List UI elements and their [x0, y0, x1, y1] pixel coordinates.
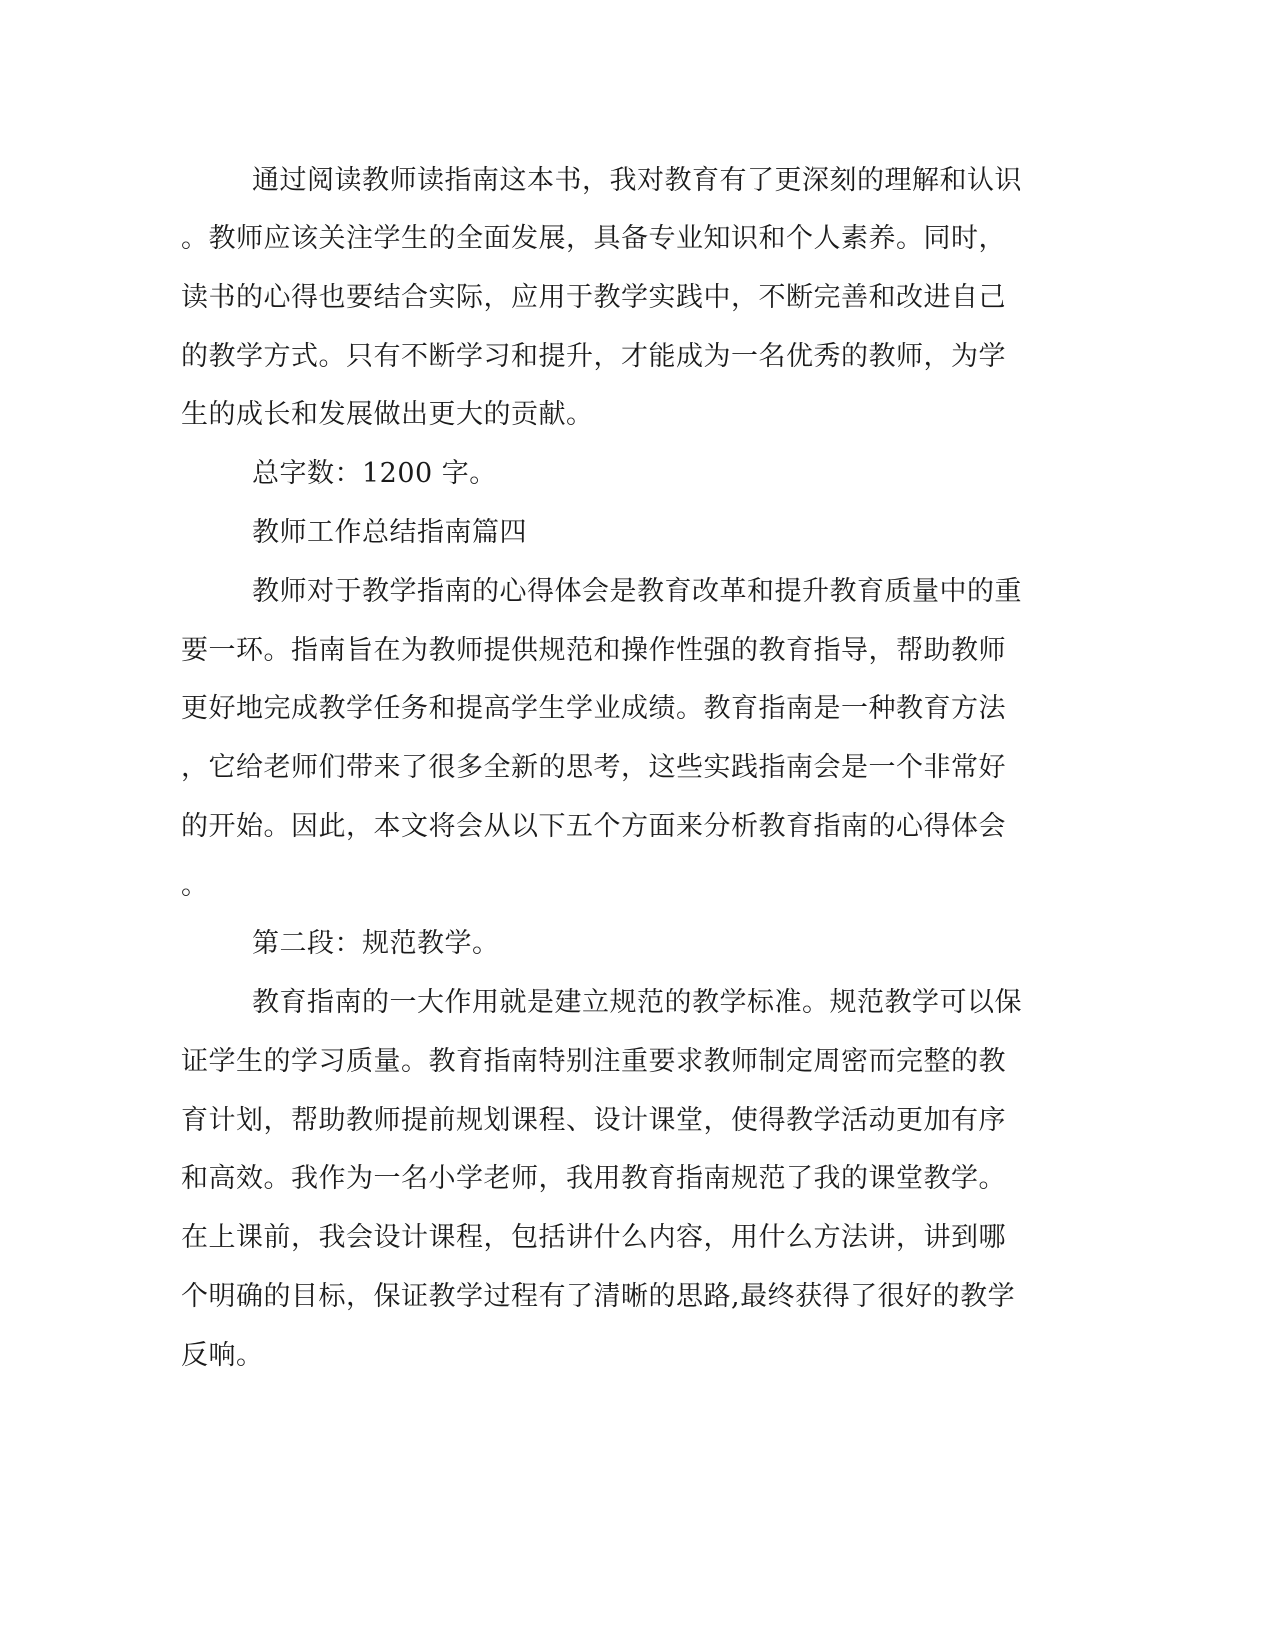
paragraph-line: 反响。: [181, 1340, 264, 1371]
paragraph-line: 读书的心得也要结合实际，应用于教学实践中，不断完善和改进自己: [181, 282, 1006, 313]
paragraph-line: 教育指南的一大作用就是建立规范的教学标准。规范教学可以保: [252, 987, 1022, 1018]
paragraph-line: 的开始。因此，本文将会从以下五个方面来分析教育指南的心得体会: [181, 811, 1006, 842]
paragraph-line: 。: [181, 870, 209, 901]
paragraph-line: 。教师应该关注学生的全面发展，具备专业知识和个人素养。同时，: [181, 223, 1006, 254]
paragraph-line: 更好地完成教学任务和提高学生学业成绩。教育指南是一种教育方法: [181, 693, 1006, 724]
section-heading: 教师工作总结指南篇四: [252, 517, 527, 548]
paragraph-line: 生的成长和发展做出更大的贡献。: [181, 399, 594, 430]
paragraph-line: 育计划，帮助教师提前规划课程、设计课堂，使得教学活动更加有序: [181, 1105, 1006, 1136]
word-count-line: 总字数：1200 字。: [252, 458, 497, 489]
paragraph-line: 教师对于教学指南的心得体会是教育改革和提升教育质量中的重: [252, 576, 1022, 607]
paragraph-line: 要一环。指南旨在为教师提供规范和操作性强的教育指导，帮助教师: [181, 635, 1006, 666]
section-heading: 第二段：规范教学。: [252, 928, 500, 959]
paragraph-line: 在上课前，我会设计课程，包括讲什么内容，用什么方法讲，讲到哪: [181, 1222, 1006, 1253]
paragraph-line: ，它给老师们带来了很多全新的思考，这些实践指南会是一个非常好: [181, 752, 1006, 783]
paragraph-line: 通过阅读教师读指南这本书，我对教育有了更深刻的理解和认识: [252, 165, 1022, 196]
paragraph-line: 证学生的学习质量。教育指南特别注重要求教师制定周密而完整的教: [181, 1046, 1006, 1077]
paragraph-line: 和高效。我作为一名小学老师，我用教育指南规范了我的课堂教学。: [181, 1163, 1006, 1194]
paragraph-line: 的教学方式。只有不断学习和提升，才能成为一名优秀的教师，为学: [181, 341, 1006, 372]
paragraph-line: 个明确的目标，保证教学过程有了清晰的思路,最终获得了很好的教学: [181, 1281, 1016, 1312]
